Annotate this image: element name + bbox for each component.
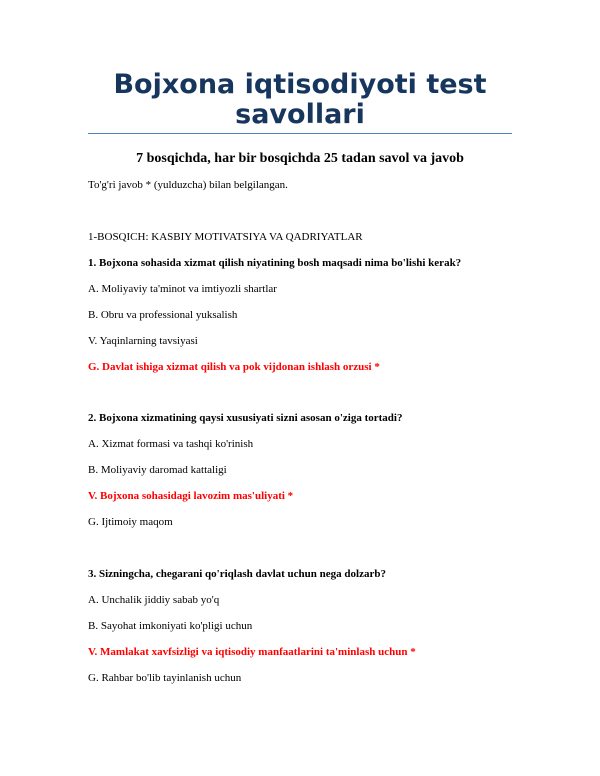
section-heading: 1-BOSQICH: KASBIY MOTIVATSIYA VA QADRIYATLAR — [88, 231, 363, 243]
question-2-option-b: B. Moliyaviy daromad kattaligi — [88, 464, 227, 476]
question-3-option-b: B. Sayohat imkoniyati ko'pligi uchun — [88, 620, 253, 632]
question-3: 3. Sizningcha, chegarani qo'riqlash davlat uchun nega dolzarb? — [88, 568, 386, 580]
question-1-option-b: B. Obru va professional yuksalish — [88, 309, 238, 321]
question-1-option-g-correct: G. Davlat ishiga xizmat qilish va pok vijdonan ishlash orzusi * — [88, 361, 380, 373]
document-title: Bojxona iqtisodiyoti test savollari — [113, 69, 487, 130]
question-3-option-v-correct: V. Mamlakat xavfsizligi va iqtisodiy manfaatlarini ta'minlash uchun * — [88, 646, 416, 658]
document-subtitle: 7 bosqichda, har bir bosqichda 25 tadan savol va javob — [136, 151, 464, 166]
question-1-option-v: V. Yaqinlarning tavsiyasi — [88, 335, 198, 347]
question-1-option-a: A. Moliyaviy ta'minot va imtiyozli shartlar — [88, 283, 277, 295]
question-2-option-a: A. Xizmat formasi va tashqi ko'rinish — [88, 438, 254, 450]
question-2: 2. Bojxona xizmatining qaysi xususiyati sizni asosan o'ziga tortadi? — [88, 412, 403, 424]
answer-key-note: To'g'ri javob * (yulduzcha) bilan belgilangan. — [88, 179, 288, 191]
question-3-option-a: A. Unchalik jiddiy sabab yo'q — [88, 594, 220, 606]
title-divider — [88, 133, 512, 134]
question-1: 1. Bojxona sohasida xizmat qilish niyatining bosh maqsadi nima bo'lishi kerak? — [88, 257, 462, 269]
question-3-option-g: G. Rahbar bo'lib tayinlanish uchun — [88, 672, 242, 684]
question-2-option-v-correct: V. Bojxona sohasidagi lavozim mas'uliyati * — [88, 490, 294, 502]
question-2-option-g: G. Ijtimoiy maqom — [88, 516, 173, 528]
